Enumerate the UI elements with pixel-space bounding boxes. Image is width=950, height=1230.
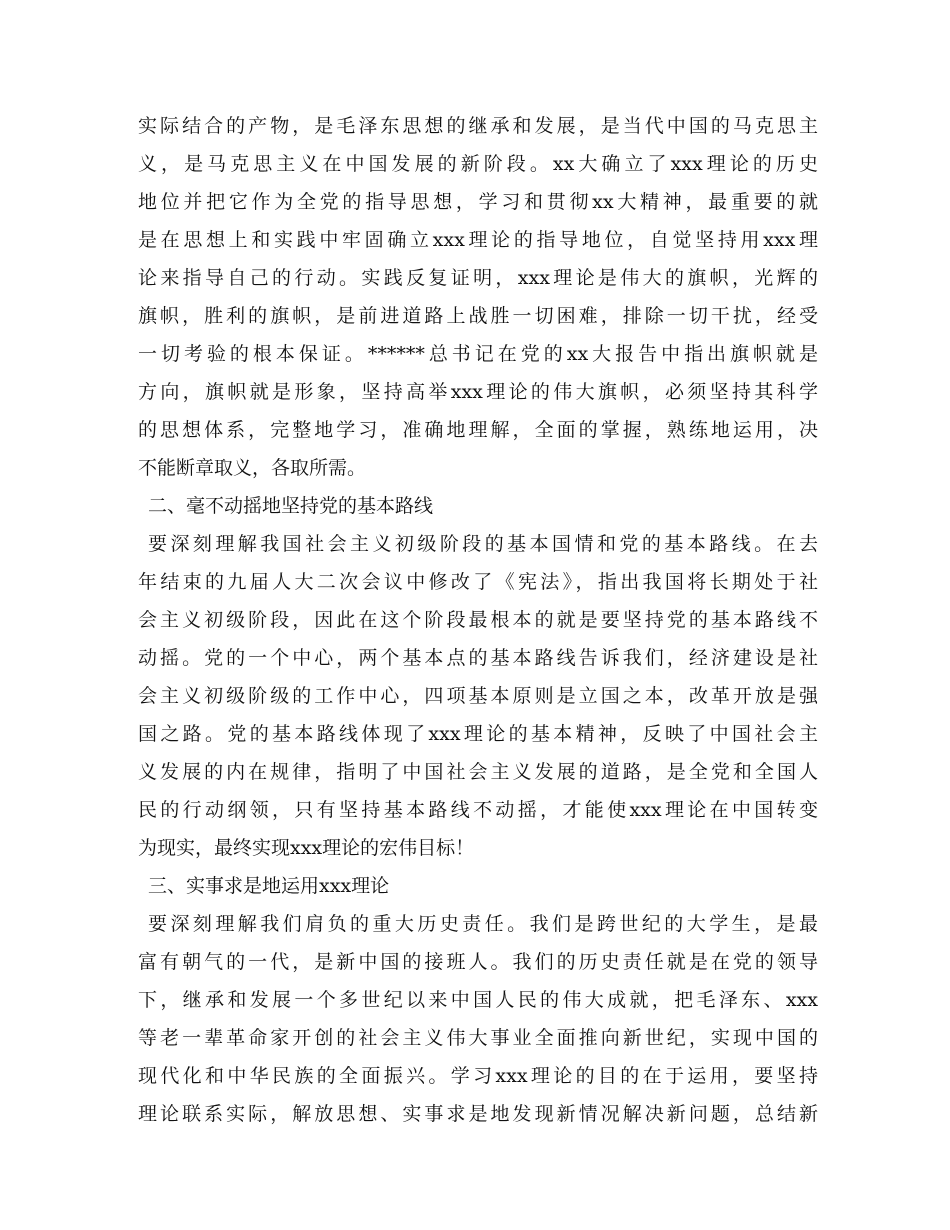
text-line: 年结束的九届人大二次会议中修改了《宪法》，指出我国将长期处于社 (138, 571, 818, 593)
text-line: 一切考验的根本保证。******总书记在党的xx大报告中指出旗帜就是 (138, 343, 818, 365)
text-line: 现代化和中华民族的全面振兴。学习xxx理论的目的在于运用，要坚持 (138, 1065, 818, 1087)
text-line: 会主义初级阶段，因此在这个阶段最根本的就是要坚持党的基本路线不 (138, 609, 818, 631)
text-line: 义，是马克思主义在中国发展的新阶段。xx大确立了xxx理论的历史 (138, 153, 818, 175)
text-line: 旗帜，胜利的旗帜，是前进道路上战胜一切困难，排除一切干扰，经受 (138, 305, 818, 327)
text-line: 等老一辈革命家开创的社会主义伟大事业全面推向新世纪，实现中国的 (138, 1027, 818, 1049)
text-line: 要深刻理解我国社会主义初级阶段的基本国情和党的基本路线。在去 (148, 533, 818, 555)
text-line: 的思想体系，完整地学习，准确地理解，全面的掌握，熟练地运用，决 (138, 419, 818, 441)
document-body (138, 107, 818, 1133)
text-line: 理论联系实际，解放思想、实事求是地发现新情况解决新问题，总结新 (138, 1103, 818, 1125)
text-line: 要深刻理解我们肩负的重大历史责任。我们是跨世纪的大学生，是最 (148, 913, 818, 935)
text-line: 方向，旗帜就是形象，坚持高举xxx理论的伟大旗帜，必须坚持其科学 (138, 381, 818, 403)
text-line: 会主义初级阶级的工作中心，四项基本原则是立国之本，改革开放是强 (138, 685, 818, 707)
section-heading-2: 二、毫不动摇地坚持党的基本路线 (148, 495, 434, 517)
text-line: 义发展的内在规律，指明了中国社会主义发展的道路，是全党和全国人 (138, 761, 818, 783)
text-line: 国之路。党的基本路线体现了xxx理论的基本精神，反映了中国社会主 (138, 723, 818, 745)
text-line: 富有朝气的一代，是新中国的接班人。我们的历史责任就是在党的领导 (138, 951, 818, 973)
text-line: 地位并把它作为全党的指导思想，学习和贯彻xx大精神，最重要的就 (138, 191, 818, 213)
text-line: 论来指导自己的行动。实践反复证明，xxx理论是伟大的旗帜，光辉的 (138, 267, 818, 289)
text-line: 民的行动纲领，只有坚持基本路线不动摇，才能使xxx理论在中国转变 (138, 799, 818, 821)
text-line: 下，继承和发展一个多世纪以来中国人民的伟大成就，把毛泽东、xxx (138, 989, 818, 1011)
text-line: 不能断章取义，各取所需。 (138, 457, 367, 479)
section-heading-3: 三、实事求是地运用xxx理论 (148, 875, 390, 897)
text-line: 为现实，最终实现xxx理论的宏伟目标！ (138, 837, 475, 859)
text-line: 动摇。党的一个中心，两个基本点的基本路线告诉我们，经济建设是社 (138, 647, 818, 669)
text-line: 是在思想上和实践中牢固确立xxx理论的指导地位，自觉坚持用xxx理 (138, 229, 818, 251)
text-line: 实际结合的产物，是毛泽东思想的继承和发展，是当代中国的马克思主 (138, 115, 818, 137)
